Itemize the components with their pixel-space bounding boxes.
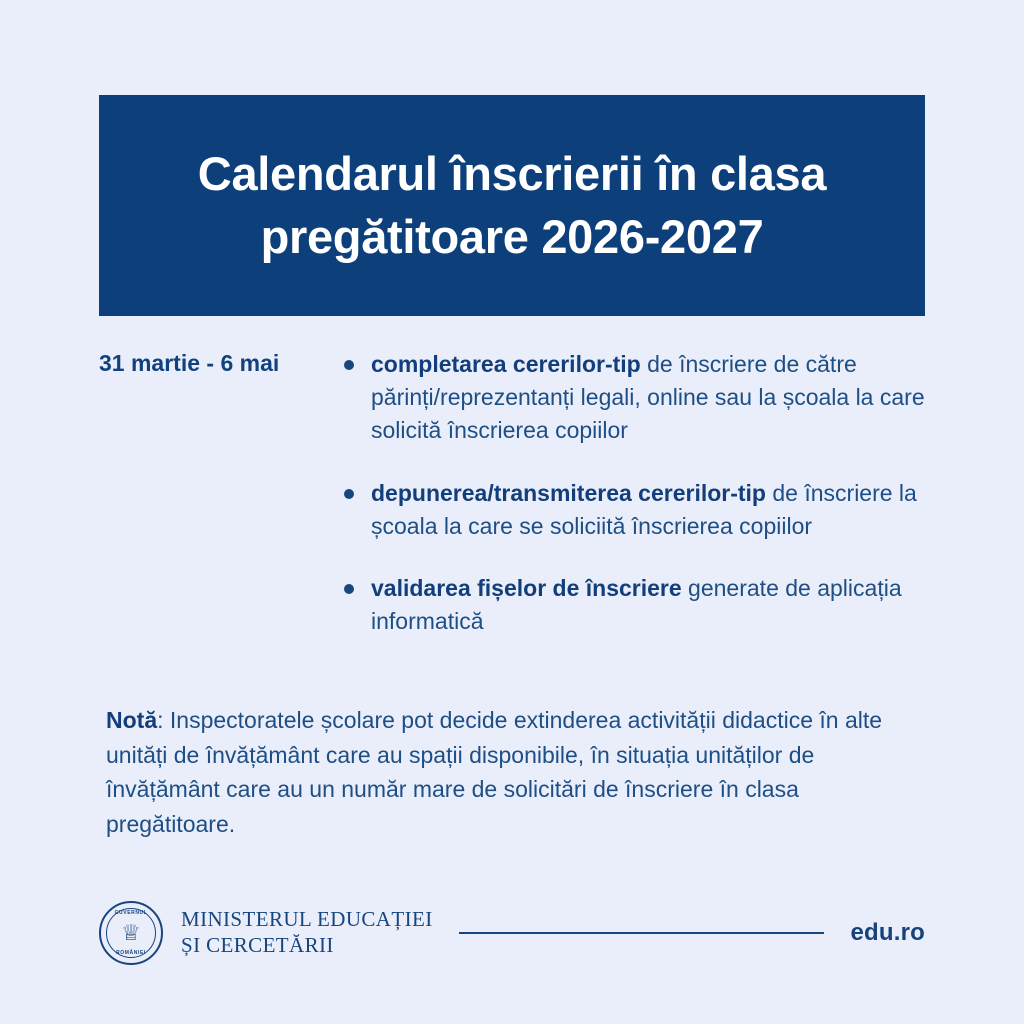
footer-divider <box>459 932 825 934</box>
list-item <box>344 477 929 543</box>
list-item-text <box>371 572 929 638</box>
schedule-section <box>99 348 929 638</box>
footer <box>99 898 925 968</box>
emblem-top-text: GUVERNUL <box>114 910 148 916</box>
note-text: : Inspectoratele școlare pot decide extinderea activității didactice în alte unități de învățământ care au spații disponibile, în situația unităților de învățământ care au un număr mare de solicitări de înscriere în clasa pregătitoare. <box>106 707 883 837</box>
schedule-row <box>99 348 929 638</box>
list-item <box>344 348 929 447</box>
schedule-items-list <box>344 348 929 638</box>
ministry-name <box>181 907 433 958</box>
eagle-icon: ♕ <box>121 920 141 945</box>
government-emblem-icon <box>99 901 163 965</box>
list-item-rest: de înscriere la școala la care se soliciită înscrierea copiilor <box>371 479 917 539</box>
page-title-line-1: Calendarul înscrierii în clasa <box>197 147 827 201</box>
list-item-strong: validarea fișelor de înscriere <box>371 575 682 602</box>
note-label: Notă <box>106 707 158 733</box>
list-item-text <box>371 348 929 447</box>
ministry-name-line-1: MINISTERUL EDUCAȚIEI <box>181 907 433 932</box>
list-item-rest: de înscriere de către părinți/reprezentanți legali, online sau la școala la care solicită înscrierea copiilor <box>371 351 925 443</box>
list-item <box>344 572 929 638</box>
list-item-strong: completarea cererilor-tip <box>371 351 641 377</box>
list-item-text <box>371 477 929 543</box>
list-item-strong: depunerea/transmiterea cererilor-tip <box>371 479 766 506</box>
page-title-line-2: pregătitoare 2026-2027 <box>260 209 764 263</box>
bullet-dot-icon <box>344 360 354 370</box>
title-banner <box>99 95 925 316</box>
note-paragraph <box>106 703 906 841</box>
page-title <box>198 143 826 267</box>
ministry-name-line-2: ȘI CERCETĂRII <box>181 933 334 957</box>
schedule-date-range: 31 martie - 6 mai <box>99 350 280 376</box>
bullet-dot-icon <box>344 489 354 499</box>
list-item-rest: generate de aplicația informatică <box>371 575 902 635</box>
website-label: edu.ro <box>850 919 925 946</box>
emblem-bottom-text: ROMÂNIEI <box>116 950 146 956</box>
bullet-dot-icon <box>344 584 354 594</box>
